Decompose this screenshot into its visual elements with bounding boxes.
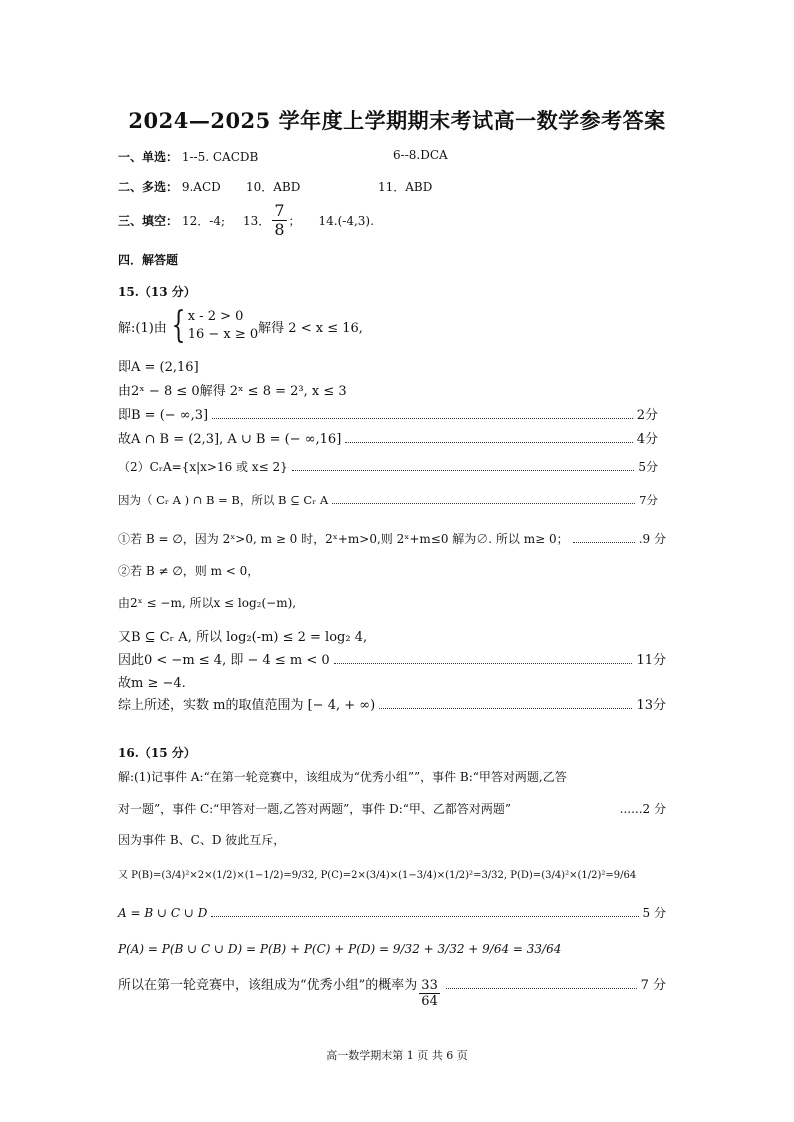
multi-choice-row xyxy=(118,178,221,195)
q16-line6: P(A) = P(B ∪ C ∪ D) = P(B) + P(C) + P(D) = 9/32 + 3/32 + 9/64 = 33/64 xyxy=(118,942,562,956)
single-choice-label: 一、单选： xyxy=(118,150,179,164)
leader-dots xyxy=(212,417,633,419)
fraction-denominator: 8 xyxy=(274,220,285,239)
score-2: ......2 分 xyxy=(619,802,666,816)
q15-line1-result: 解得 2 < x ≤ 16, xyxy=(258,320,363,336)
q15-line10: 由2ˣ ≤ −m, 所以x ≤ log₂(−m), xyxy=(118,596,297,610)
q16-union-expr: A = B ∪ C ∪ D xyxy=(118,906,208,920)
multi-choice-answer-9: 9.ACD xyxy=(181,180,221,194)
leader-dots xyxy=(334,662,633,664)
leader-dots xyxy=(573,541,635,543)
q15-line4 xyxy=(118,404,658,423)
fraction-7-8 xyxy=(272,203,286,238)
score-5: 5 分 xyxy=(642,906,666,920)
q15-line3: 由2ˣ − 8 ≤ 0解得 2ˣ ≤ 8 = 2³, x ≤ 3 xyxy=(118,384,347,399)
q15-line4-text: 即B = (− ∞,3] xyxy=(118,408,209,423)
q15-line5 xyxy=(118,428,658,447)
page-footer: 高一数学期末第 1 页 共 6 页 xyxy=(326,1049,468,1062)
leader-dots xyxy=(292,469,635,471)
leader-dots xyxy=(211,915,638,917)
q15-line14-text: 综上所述，实数 m的取值范围为 [− 4, + ∞) xyxy=(118,698,376,713)
q15-line8 xyxy=(118,530,666,547)
q16-line7-text: 所以在第一轮竞赛中，该组成为“优秀小组”的概率为 xyxy=(118,978,418,993)
q16-line1: 解:(1)记事件 A:“在第一轮竞赛中，该组成为“优秀小组””，事件 B:“甲答对两题,乙答 xyxy=(118,770,567,784)
leader-dots xyxy=(379,707,632,709)
fraction-33-64 xyxy=(419,979,440,1008)
q15-line7-text: 因为（ Cᵣ A ) ∩ B = B，所以 B ⊆ Cᵣ A xyxy=(118,493,329,507)
q15-line12 xyxy=(118,649,666,668)
q16-line2 xyxy=(118,800,666,817)
q15-heading: 15.（13 分） xyxy=(118,285,196,299)
score-9: .9 分 xyxy=(638,532,666,546)
q16-line3: 因为事件 B、C、D 彼此互斥， xyxy=(118,833,286,847)
inequality-system xyxy=(167,305,259,346)
q15-line1-prefix: 解:(1)由 xyxy=(118,320,167,336)
fraction-numerator: 7 xyxy=(274,201,285,220)
q15-line1 xyxy=(118,305,363,346)
fill-blank-q14: 14.(-4,3). xyxy=(318,213,374,228)
answer-section-label: 四．解答题 xyxy=(118,253,179,267)
score-11: 11分 xyxy=(636,653,666,668)
single-choice-row xyxy=(118,148,258,165)
score-13: 13分 xyxy=(636,698,666,713)
score-7: 7分 xyxy=(639,493,658,507)
leader-dots xyxy=(345,441,632,443)
q16-heading: 16.（15 分） xyxy=(118,746,196,760)
score-5: 5分 xyxy=(638,460,658,474)
fill-blank-q13: 13． xyxy=(243,214,271,228)
left-brace: { xyxy=(171,305,186,346)
fill-blank-row xyxy=(118,203,374,238)
system-line-2: 16 − x ≥ 0 xyxy=(187,327,259,342)
fill-blank-q12: 12．-4; xyxy=(182,214,226,228)
page-title: 2024—2025 学年度上学期期末考试高一数学参考答案 xyxy=(128,108,666,133)
q15-line8-text: ①若 B = ∅，因为 2ˣ>0, m ≥ 0 时，2ˣ+m>0,则 2ˣ+m≤0 解为∅. 所以 m≥ 0； xyxy=(118,532,569,546)
score-2: 2分 xyxy=(636,408,658,423)
q16-line7 xyxy=(118,974,666,1008)
system-lines xyxy=(188,308,258,344)
q15-line12-text: 因此0 < −m ≤ 4, 即 − 4 ≤ m < 0 xyxy=(118,653,330,668)
multi-choice-answer-10: 10．ABD xyxy=(246,180,301,194)
q15-line14 xyxy=(118,694,666,713)
score-7: 7 分 xyxy=(640,978,666,993)
q15-line6-text: （2）CᵣA={x|x>16 或 x≤ 2} xyxy=(118,460,288,474)
q15-line6 xyxy=(118,458,658,475)
multi-choice-answer-11: 11．ABD xyxy=(378,180,433,194)
fill-blank-label: 三、填空： xyxy=(118,214,179,228)
q15-line5-text: 故A ∩ B = (2,3], A ∪ B = (− ∞,16] xyxy=(118,432,342,447)
single-choice-answers-2: 6--8.DCA xyxy=(393,148,448,162)
fill-blank-sep: ； xyxy=(288,214,301,228)
system-line-1: x - 2 > 0 xyxy=(187,309,244,324)
q16-line2-text: 对一题”，事件 C:“甲答对一题,乙答对两题”，事件 D:“甲、乙都答对两题” xyxy=(118,802,512,816)
q15-line11: 又B ⊆ Cᵣ A, 所以 log₂(-m) ≤ 2 = log₂ 4, xyxy=(118,630,368,645)
score-4: 4分 xyxy=(636,432,658,447)
fraction-numerator: 33 xyxy=(421,978,438,993)
q15-line2: 即A = (2,16] xyxy=(118,360,199,375)
leader-dots xyxy=(446,987,637,989)
q16-line5 xyxy=(118,904,666,921)
q15-line9: ②若 B ≠ ∅，则 m < 0， xyxy=(118,564,260,578)
q15-line13: 故m ≥ −4. xyxy=(118,676,186,691)
multi-choice-label: 二、多选： xyxy=(118,180,179,194)
leader-dots xyxy=(332,502,635,504)
fraction-denominator: 64 xyxy=(421,994,438,1009)
single-choice-answers-1: 1--5. CACDB xyxy=(181,150,259,164)
q15-line7 xyxy=(118,492,658,508)
q16-probabilities: 又 P(B)=(3/4)²×2×(1/2)×(1−1/2)=9/32, P(C)=2×(3/4)×(1−3/4)×(1/2)²=3/32, P(D)=(3/4)²×(1/2)²=9/64 xyxy=(118,870,637,881)
